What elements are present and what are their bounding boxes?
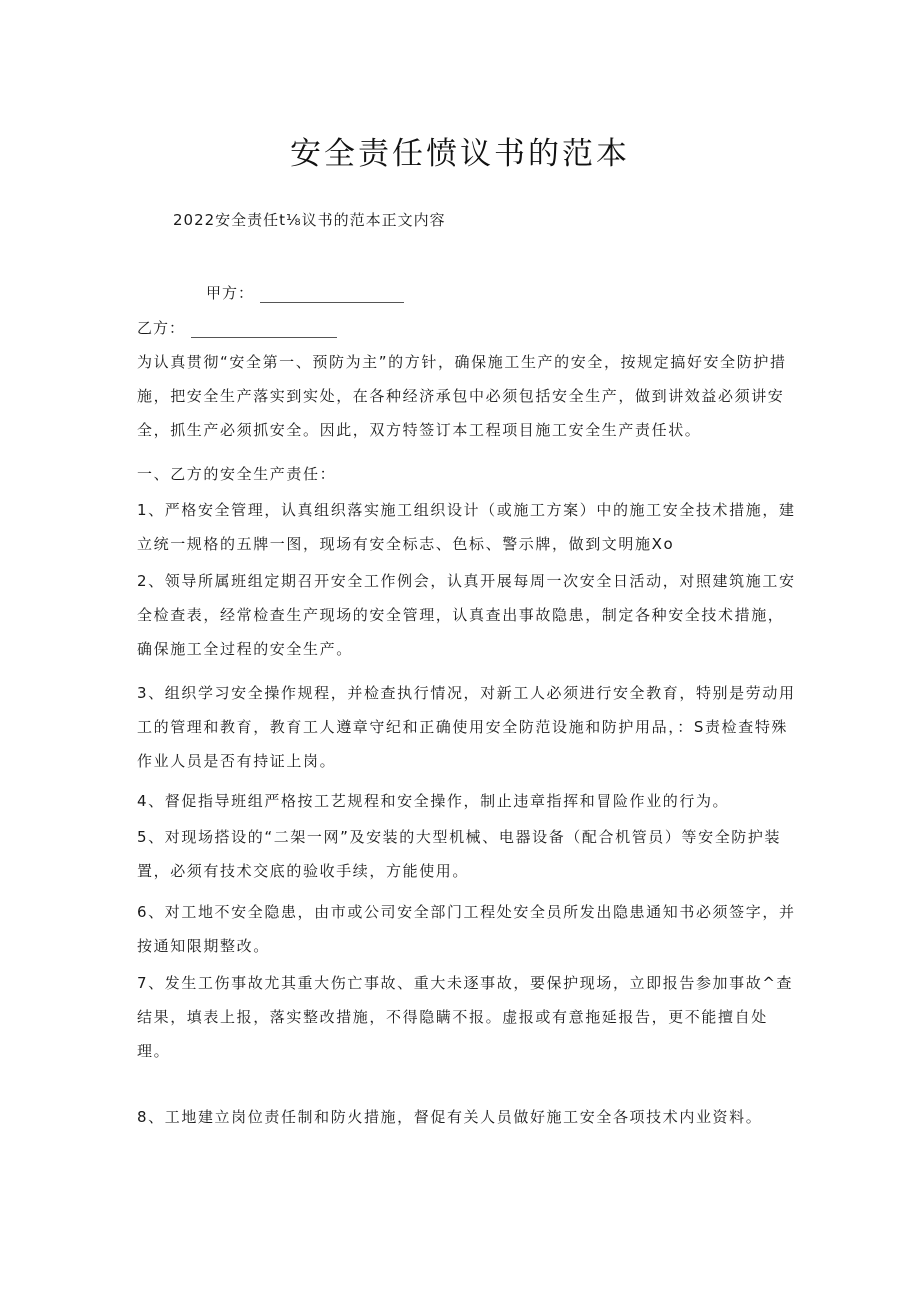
intro-paragraph: 为认真贯彻“安全第一、预防为主”的方针，确保施工生产的安全，按规定搞好安全防护措施，把安全生产落实到实处，在各种经济承包中必须包括安全生产，做到讲效益必须讲安全，抓生产必须抓安全。因此，双方特签订本工程项目施工安全生产责任状。 <box>137 353 787 439</box>
party-b-line <box>137 317 337 338</box>
section-heading: 一、乙方的安全生产责任： <box>137 465 337 483</box>
party-b-blank <box>191 323 337 338</box>
responsibility-item-6: 6、对工地不安全隐患，由市或公司安全部门工程处安全员所发出隐患通知书必须签字，并按通知限期整改。 <box>137 903 796 955</box>
responsibility-item-1: 1、严格安全管理，认真组织落实施工组织设计（或施工方案）中的施工安全技术措施，建立统一规格的五牌一图，现场有安全标志、色标、警示牌，做到文明施Xo <box>137 501 796 553</box>
responsibility-item-7: 7、发生工伤事故尤其重大伤亡事故、重大未逐事故，要保护现场，立即报告参加事故^查结果，填表上报，落实整改措施，不得隐瞒不报。虚报或有意拖延报告，更不能擅自处理。 <box>137 974 794 1060</box>
responsibility-item-2: 2、领导所属班组定期召开安全工作例会，认真开展每周一次安全日活动，对照建筑施工安全检查表，经常检查生产现场的安全管理，认真查出事故隐患，制定各种安全技术措施，确保施工全过程的安全生产。 <box>137 572 796 658</box>
party-a-line <box>206 282 404 303</box>
responsibility-item-8: 8、工地建立岗位责任制和防火措施，督促有关人员做好施工安全各项技术内业资料。 <box>137 1108 763 1126</box>
party-a-blank <box>260 288 404 303</box>
document-subtitle: 2022安全责任t⅛议书的范本正文内容 <box>173 211 446 229</box>
responsibility-item-5: 5、对现场搭设的“二架一网”及安装的大型机械、电器设备（配合机管员）等安全防护装置，必须有技术交底的验收手续，方能使用。 <box>137 828 782 880</box>
party-b-label: 乙方： <box>137 319 186 337</box>
responsibility-item-3: 3、组织学习安全操作规程，并检查执行情况，对新工人必须进行安全教育，特别是劳动用工的管理和教育，教育工人遵章守纪和正确使用安全防范设施和防护用品，：S责检查特殊作业人员是否有持证上岗。 <box>137 684 796 770</box>
responsibility-item-4: 4、督促指导班组严格按工艺规程和安全操作，制止违章指挥和冒险作业的行为。 <box>137 792 730 810</box>
party-a-label: 甲方： <box>206 284 255 302</box>
page-title: 安全责任愤议书的范本 <box>290 136 630 172</box>
